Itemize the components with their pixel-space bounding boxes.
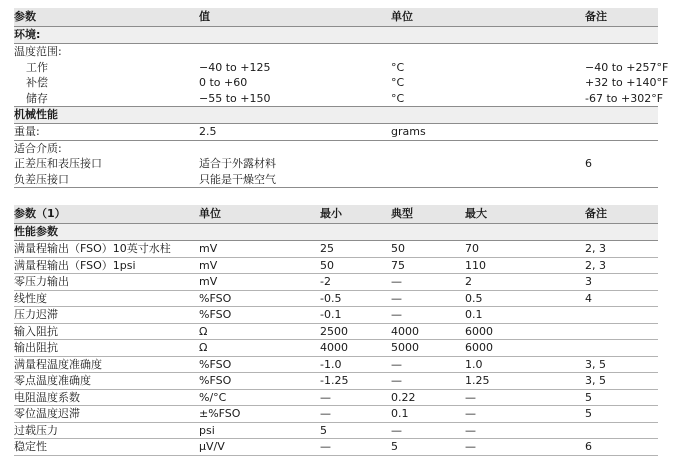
row-param: 输出阻抗 — [14, 340, 199, 357]
row-unit: mV — [199, 257, 320, 274]
row-min: -1.25 — [320, 373, 391, 390]
table2-header-row — [14, 205, 658, 224]
section-title: 环境: — [14, 27, 658, 44]
row-note: −40 to +257°F — [585, 60, 669, 74]
row-param: 满量程温度准确度 — [14, 356, 199, 373]
row-param: 正差压和表压接口 — [14, 157, 102, 170]
table-row — [14, 323, 658, 340]
table-row — [14, 290, 658, 307]
row-note: 2, 3 — [585, 257, 658, 274]
row-value: 只能是干燥空气 — [199, 172, 391, 188]
header-param: 参数 — [14, 8, 199, 27]
row-typ: 5 — [391, 439, 465, 456]
section-title: 机械性能 — [14, 107, 658, 124]
table-row — [14, 60, 658, 76]
environment-mechanical-table — [14, 8, 669, 188]
row-note: -67 to +302°F — [585, 91, 664, 105]
row-typ: 4000 — [391, 323, 465, 340]
row-unit: mV — [199, 241, 320, 258]
row-max: 6000 — [465, 340, 585, 357]
row-min: -0.5 — [320, 290, 391, 307]
row-param: 工作 — [26, 60, 48, 74]
row-max: 0.1 — [465, 307, 585, 324]
row-min: -0.1 — [320, 307, 391, 324]
row-unit: °C — [391, 76, 405, 89]
header-note: 备注 — [585, 205, 658, 224]
row-max: 0.5 — [465, 290, 585, 307]
row-unit: Ω — [199, 340, 320, 357]
table-row — [14, 307, 658, 324]
table-row — [14, 274, 658, 291]
row-unit: °C — [391, 91, 585, 107]
row-typ: — — [391, 290, 465, 307]
row-param: 储存 — [14, 91, 199, 107]
row-note: 4 — [585, 290, 658, 307]
row-typ: — — [391, 422, 465, 439]
row-note: 3 — [585, 274, 658, 291]
table-row — [14, 257, 658, 274]
row-param: 负差压接口 — [14, 172, 199, 188]
row-note: 6 — [585, 157, 592, 170]
header-min: 最小 — [320, 205, 391, 224]
row-param: 输入阻抗 — [14, 323, 199, 340]
row-param: 压力迟滞 — [14, 307, 199, 324]
row-note: 3, 5 — [585, 356, 658, 373]
row-param: 零点温度准确度 — [14, 373, 199, 390]
row-param: 过载压力 — [14, 422, 199, 439]
table-row — [14, 75, 658, 91]
row-typ: — — [391, 373, 465, 390]
subsection-temp-range — [14, 44, 658, 60]
row-max: 6000 — [465, 323, 585, 340]
table-row — [14, 124, 658, 141]
row-max: — — [465, 389, 585, 406]
row-unit: °C — [391, 60, 405, 74]
row-unit: %FSO — [199, 356, 320, 373]
row-note: 2, 3 — [585, 241, 658, 258]
subsection-label: 温度范围: — [14, 45, 62, 58]
row-max: 2 — [465, 274, 585, 291]
performance-table — [14, 205, 658, 456]
row-unit: grams — [391, 124, 585, 141]
row-param: 电阻温度系数 — [14, 389, 199, 406]
row-param: 稳定性 — [14, 439, 199, 456]
row-unit: ±%FSO — [199, 406, 320, 423]
row-max: 1.25 — [465, 373, 585, 390]
header-param: 参数（1） — [14, 205, 199, 224]
row-param: 补偿 — [26, 76, 48, 89]
table-row — [14, 356, 658, 373]
row-param: 满量程输出（FSO）10英寸水柱 — [14, 241, 199, 258]
row-min: 50 — [320, 257, 391, 274]
row-value: 适合于外露材料 — [199, 157, 276, 170]
row-max: 1.0 — [465, 356, 585, 373]
section-title: 性能参数 — [14, 224, 658, 241]
row-min: — — [320, 406, 391, 423]
row-note: 5 — [585, 406, 658, 423]
row-note: 5 — [585, 389, 658, 406]
row-typ: — — [391, 307, 465, 324]
row-value: 0 to +60 — [199, 76, 248, 89]
row-note — [585, 323, 658, 340]
header-max: 最大 — [465, 205, 585, 224]
row-note — [585, 307, 658, 324]
row-unit: %FSO — [199, 290, 320, 307]
row-param: 满量程输出（FSO）1psi — [14, 257, 199, 274]
row-note — [585, 172, 658, 188]
row-value: 2.5 — [199, 124, 391, 141]
subsection-label: 适合介质: — [14, 141, 62, 155]
row-typ: — — [391, 356, 465, 373]
performance-rows — [14, 241, 658, 456]
row-unit: Ω — [199, 323, 320, 340]
header-unit: 单位 — [391, 8, 585, 27]
row-typ: 75 — [391, 257, 465, 274]
header-unit: 单位 — [199, 205, 320, 224]
section-performance — [14, 224, 658, 241]
row-typ: 5000 — [391, 340, 465, 357]
table1-header-row — [14, 8, 658, 27]
row-value: −55 to +150 — [199, 91, 391, 107]
header-note: 备注 — [585, 8, 658, 27]
row-note: +32 to +140°F — [585, 76, 669, 89]
header-typ: 典型 — [391, 205, 465, 224]
row-min: 25 — [320, 241, 391, 258]
table-row — [14, 373, 658, 390]
row-typ: — — [391, 274, 465, 291]
row-min: 5 — [320, 422, 391, 439]
row-typ: 0.1 — [391, 406, 465, 423]
row-note — [585, 422, 658, 439]
row-min: — — [320, 389, 391, 406]
row-max: — — [465, 406, 585, 423]
row-typ: 50 — [391, 241, 465, 258]
section-mechanical — [14, 107, 658, 124]
table-row — [14, 389, 658, 406]
row-note: 6 — [585, 439, 658, 456]
row-max: — — [465, 439, 585, 456]
row-min: -2 — [320, 274, 391, 291]
row-unit: %/°C — [199, 389, 320, 406]
row-max: — — [465, 422, 585, 439]
row-typ: 0.22 — [391, 389, 465, 406]
table-row — [14, 172, 658, 188]
row-unit: %FSO — [199, 307, 320, 324]
row-unit: μV/V — [199, 439, 320, 456]
row-unit: %FSO — [199, 373, 320, 390]
row-min: — — [320, 439, 391, 456]
table-row — [14, 340, 658, 357]
row-param: 零位温度迟滞 — [14, 406, 199, 423]
row-unit: psi — [199, 422, 320, 439]
row-max: 70 — [465, 241, 585, 258]
row-unit — [391, 156, 585, 172]
row-max: 110 — [465, 257, 585, 274]
table-row — [14, 422, 658, 439]
row-note — [585, 124, 658, 141]
row-unit: mV — [199, 274, 320, 291]
row-param: 重量: — [14, 124, 199, 141]
row-param: 线性度 — [14, 290, 199, 307]
table-row — [14, 156, 658, 172]
table-row — [14, 406, 658, 423]
table-row — [14, 91, 658, 107]
table-row — [14, 439, 658, 456]
row-min: 2500 — [320, 323, 391, 340]
table-row — [14, 241, 658, 258]
row-unit — [391, 172, 585, 188]
row-note: 3, 5 — [585, 373, 658, 390]
subsection-media — [14, 140, 658, 156]
row-min: 4000 — [320, 340, 391, 357]
row-param: 零压力输出 — [14, 274, 199, 291]
row-note — [585, 340, 658, 357]
header-value: 值 — [199, 8, 391, 27]
section-environment — [14, 27, 658, 44]
row-min: -1.0 — [320, 356, 391, 373]
row-value: −40 to +125 — [199, 60, 271, 74]
